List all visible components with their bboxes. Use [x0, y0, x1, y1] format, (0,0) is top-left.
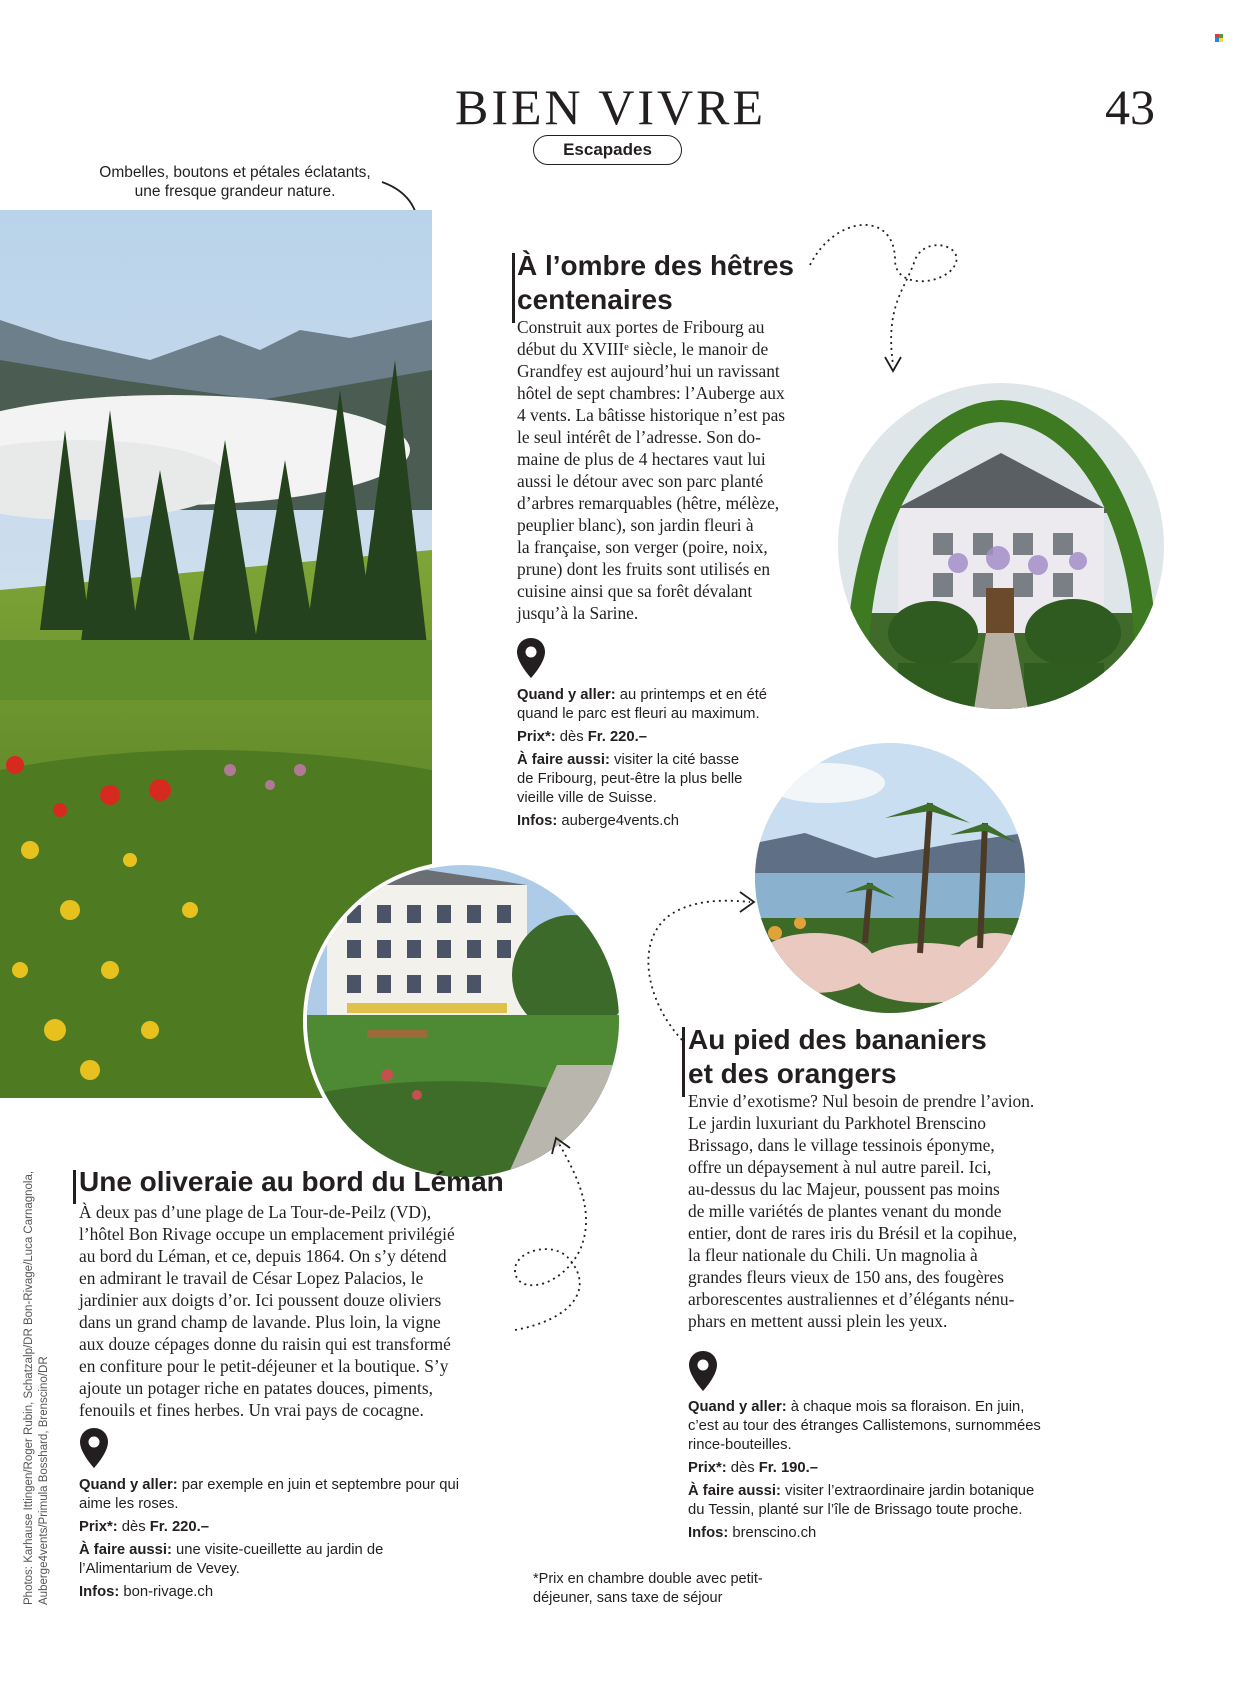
info-text: au printemps et en été	[615, 687, 768, 703]
article-body-hetres	[517, 316, 847, 624]
footnote-line: déjeuner, sans taxe de séjour	[533, 1590, 723, 1606]
caption-line: une fresque grandeur nature.	[134, 183, 336, 200]
article-title-oliveraie: Une oliveraie au bord du Léman	[79, 1166, 504, 1197]
location-pin-icon	[688, 1350, 718, 1392]
dotted-arrow-icon	[805, 215, 975, 385]
subsection-badge: Escapades	[533, 135, 682, 165]
body-line: l’hôtel Bon Rivage occupe un emplacement privilégié	[79, 1224, 455, 1244]
practical-info-bananiers	[688, 1398, 1088, 1547]
body-line: au-dessus du lac Majeur, poussent pas moins	[688, 1179, 1000, 1199]
body-line: en admirant le travail de César Lopez Palacios, le	[79, 1268, 424, 1288]
info-text: visiter l’extraordinaire jardin botanique	[780, 1483, 1035, 1499]
info-text: de Fribourg, peut-être la plus belle	[517, 771, 743, 787]
credits-line: Photos: Karhause Ittingen/Roger Rubin, Schatzalp/DR Bon-Rivage/Luca Carnagnola,	[23, 1170, 35, 1605]
price-value: Fr. 220.–	[587, 729, 647, 745]
body-line: prune) dont les fruits sont utilisés en	[517, 559, 771, 579]
footnote-line: *Prix en chambre double avec petit-	[533, 1571, 763, 1587]
info-label: Quand y aller:	[79, 1477, 178, 1493]
body-line: de mille variétés de plantes venant du monde	[688, 1201, 1002, 1221]
caption-line: Ombelles, boutons et pétales éclatants,	[99, 164, 371, 181]
info-text: c’est au tour des étranges Callistemons, surnommées	[688, 1418, 1041, 1434]
info-label: Infos:	[79, 1584, 120, 1600]
body-line: d’arbres remarquables (hêtre, mélèze,	[517, 493, 780, 513]
body-line: peuplier blanc), son jardin fleuri à	[517, 515, 754, 535]
info-text: du Tessin, planté sur l’île de Brissago toute proche.	[688, 1502, 1023, 1518]
body-line: À deux pas d’une plage de La Tour-de-Peilz (VD),	[79, 1202, 432, 1222]
body-line: Construit aux portes de Fribourg au	[517, 317, 765, 337]
body-line: maine de plus de 4 hectares vaut lui	[517, 449, 766, 469]
info-label: À faire aussi:	[517, 752, 610, 768]
article-body-bananiers	[688, 1090, 1098, 1332]
price-value: Fr. 220.–	[149, 1519, 209, 1535]
info-label: À faire aussi:	[688, 1483, 781, 1499]
body-line: en confiture pour le petit-déjeuner et la boutique. S’y	[79, 1356, 449, 1376]
body-line: le seul intérêt de l’adresse. Son do-	[517, 427, 761, 447]
info-text: quand le parc est fleuri au maximum.	[517, 706, 760, 722]
body-line: aux douze cépages donne du raisin qui est transformé	[79, 1334, 451, 1354]
body-line: phars en mettent aussi plein les yeux.	[688, 1311, 948, 1331]
manor-house-photo	[838, 383, 1164, 709]
info-text: l’Alimentarium de Vevey.	[79, 1561, 240, 1577]
info-text: dès	[555, 729, 588, 745]
photo-credits	[22, 1145, 52, 1605]
info-text: dès	[117, 1519, 150, 1535]
headline-bar	[512, 253, 515, 323]
info-text: à chaque mois sa floraison. En juin,	[786, 1399, 1025, 1415]
photo-caption	[80, 163, 390, 201]
info-label: Infos:	[688, 1525, 729, 1541]
body-line: 4 vents. La bâtisse historique n’est pas	[517, 405, 786, 425]
info-label: Quand y aller:	[688, 1399, 787, 1415]
info-text: par exemple en juin et septembre pour qui	[177, 1477, 459, 1493]
info-text: vieille ville de Suisse.	[517, 790, 657, 806]
body-line: hôtel de sept chambres: l’Auberge aux	[517, 383, 785, 403]
body-line: entier, dont de rares iris du Brésil et la copihue,	[688, 1223, 1018, 1243]
info-text: rince-bouteilles.	[688, 1437, 792, 1453]
headline-bar	[73, 1170, 76, 1204]
info-text: visiter la cité basse	[609, 752, 740, 768]
title-line: centenaires	[517, 284, 673, 315]
body-line: Le jardin luxuriant du Parkhotel Brenscino	[688, 1113, 986, 1133]
title-line: À l’ombre des hêtres	[517, 250, 794, 281]
location-pin-icon	[516, 637, 546, 679]
article-title-bananiers	[688, 1023, 1048, 1091]
body-line: grandes fleurs vieux de 150 ans, des fougères	[688, 1267, 1004, 1287]
headline-bar	[682, 1027, 685, 1097]
body-line: la française, son verger (poire, noix,	[517, 537, 768, 557]
body-line: arborescentes australiennes et d’élégants nénu-	[688, 1289, 1015, 1309]
color-registration-icon	[1215, 34, 1223, 42]
info-label: Prix*:	[688, 1460, 727, 1476]
body-line: Grandfey est aujourd’hui un ravissant	[517, 361, 780, 381]
info-link[interactable]: bon-rivage.ch	[119, 1584, 214, 1600]
info-label: Infos:	[517, 813, 558, 829]
info-label: Prix*:	[79, 1519, 118, 1535]
body-line: Brissago, dans le village tessinois éponyme,	[688, 1135, 995, 1155]
practical-info-oliveraie	[79, 1476, 499, 1606]
body-line: Envie d’exotisme? Nul besoin de prendre l’avion.	[688, 1091, 1035, 1111]
info-link[interactable]: brenscino.ch	[728, 1525, 817, 1541]
info-text: dès	[726, 1460, 759, 1476]
body-line: cuisine ainsi que sa forêt dévalant	[517, 581, 753, 601]
body-line: aussi le détour avec son parc planté	[517, 471, 764, 491]
page-number: 43	[1105, 79, 1155, 135]
dotted-arrow-icon	[640, 880, 760, 1045]
magazine-section-title: BIEN VIVRE	[455, 79, 767, 135]
title-line: Au pied des bananiers	[688, 1024, 987, 1055]
article-body-oliveraie	[79, 1201, 519, 1421]
price-value: Fr. 190.–	[758, 1460, 818, 1476]
body-line: offre un dépaysement à nul autre pareil. Ici,	[688, 1157, 992, 1177]
title-line: et des orangers	[688, 1058, 897, 1089]
info-label: Quand y aller:	[517, 687, 616, 703]
credits-line: Auberge4vents/Primula Bosshard, Brenscino/DR	[38, 1356, 50, 1605]
article-title-hetres	[517, 249, 827, 317]
body-line: fenouils et fines herbes. Un vrai pays de cocagne.	[79, 1400, 424, 1420]
info-label: À faire aussi:	[79, 1542, 172, 1558]
body-line: début du XVIIIᵉ siècle, le manoir de	[517, 339, 769, 359]
info-text: une visite-cueillette au jardin de	[171, 1542, 384, 1558]
body-line: au bord du Léman, et ce, depuis 1864. On s’y détend	[79, 1246, 447, 1266]
body-line: jardinier aux doigts d’or. Ici poussent douze oliviers	[79, 1290, 442, 1310]
body-line: jusqu’à la Sarine.	[517, 603, 639, 623]
body-line: la fleur nationale du Chili. Un magnolia à	[688, 1245, 978, 1265]
lake-palms-photo	[755, 743, 1025, 1013]
info-label: Prix*:	[517, 729, 556, 745]
info-text: aime les roses.	[79, 1496, 179, 1512]
body-line: dans un grand champ de lavande. Plus loin, la vigne	[79, 1312, 441, 1332]
location-pin-icon	[79, 1427, 109, 1469]
price-footnote	[533, 1570, 793, 1608]
info-link[interactable]: auberge4vents.ch	[557, 813, 680, 829]
body-line: ajoute un potager riche en patates douces, piments,	[79, 1378, 433, 1398]
